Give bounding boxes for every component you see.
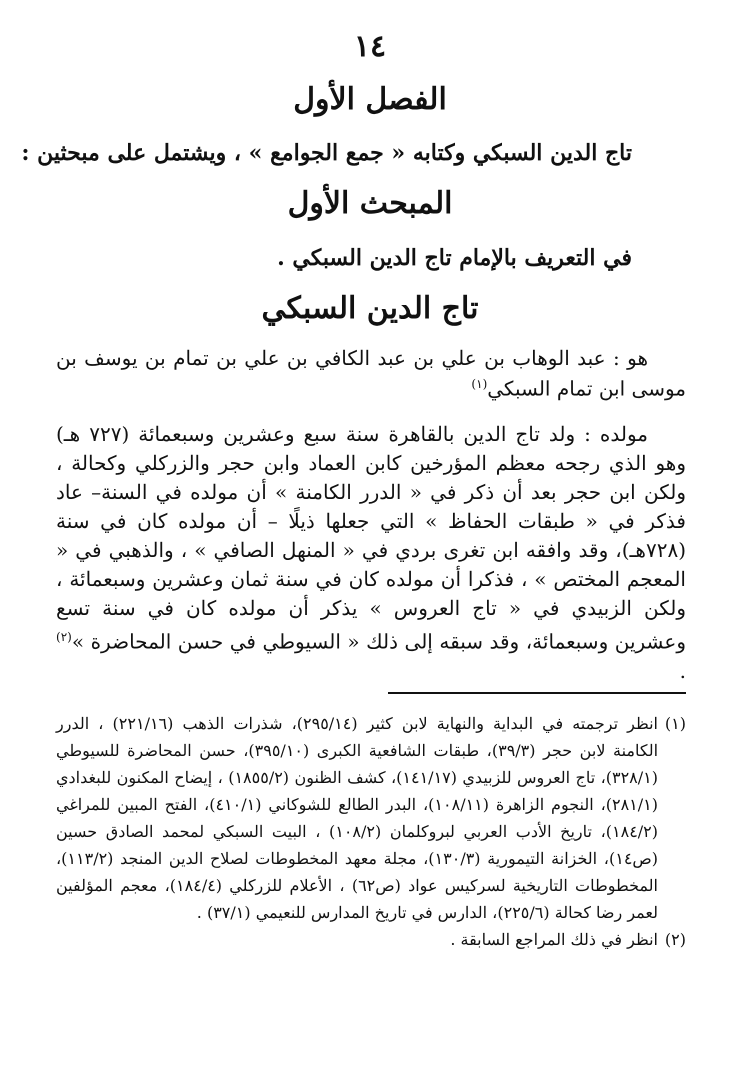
section-title: المبحث الأول (287, 186, 453, 221)
footnotes (56, 710, 686, 953)
chapter-title: الفصل الأول (293, 82, 447, 117)
paragraph-birth-text: مولده : ولد تاج الدين بالقاهرة سنة سبع وعشرين وسبعمائة (٧٢٧ هـ) وهو الذي رجحه معظم المؤرخين كابن العماد وابن حجر والزركلي وكحالة ، ولكن ابن حجر بعد أن ذكر في « الدرر الكامنة » أن مولده في السنة– عاد فذكر في « طبقات الحفاظ » التي جعلها ذيلًا – أن مولده كان في سنة (٧٢٨هـ)، وقد وافقه ابن تغرى بردي في « المنهل الصافي » ، والذهبي في « المعجم المختص » ، فذكرا أن مولده كان في سنة ثمان وعشرين وسبعمائة ، ولكن الزبيدي في « تاج العروس » يذكر أن مولده كان في سنة تسع وعشرين وسبعمائة، وقد سبقه إلى ذلك « السيوطي في حسن المحاضرة » (56, 422, 686, 654)
footnote-ref-1[interactable]: (١) (471, 377, 488, 391)
paragraph-name (56, 345, 686, 402)
paragraph-name-text: هو : عبد الوهاب بن علي بن عبد الكافي بن علي بن تمام بن يوسف بن موسى ابن تمام السبكي (56, 346, 686, 401)
footnote-mark: (٢) (664, 930, 686, 949)
footnote-2 (56, 926, 686, 953)
footnote-ref-2[interactable]: (٢) (56, 630, 72, 644)
page-number: ١٤ (353, 29, 387, 64)
footnote-1 (56, 710, 686, 926)
section-subtitle: في التعريف بالإمام تاج الدين السبكي . (277, 245, 632, 271)
paragraph-birth (56, 420, 686, 686)
footnote-text: انظر ترجمته في البداية والنهاية لابن كثير (٢٩٥/١٤)، شذرات الذهب (٢٢١/١٦) ، الدرر الكامنة لابن حجر (٣٩/٣)، طبقات الشافعية الكبرى (٣٩٥/١٠)، حسن المحاضرة للسيوطي (٣٢٨/١)، تاج العروس للزبيدي (١٤١/١٧)، كشف الظنون (١٨٥٥/٢) ، إيضاح المكنون للبغدادي (٢٨١/١)، النجوم الزاهرة (١٠٨/١١)، البدر الطالع للشوكاني (٤١٠/١)، الفتح المبين للمراغي (١٨٤/٢)، تاريخ الأدب العربي لبروكلمان (١٠٨/٢) ، البيت السبكي لمحمد الصادق حسين (ص١٤)، الخزانة التيمورية (١٣٠/٣)، مجلة معهد المخطوطات لصلاح الدين المنجد (١١٣/٢)، المخطوطات التاريخية لسركيس عواد (ص٦٢) ، الأعلام للزركلي (١٨٤/٤)، معجم المؤلفين لعمر رضا كحالة (٢٢٥/٦)، الدارس في تاريخ المدارس للنعيمي (٣٧/١) . (56, 714, 659, 922)
footnote-mark: (١) (664, 714, 686, 733)
chapter-intro: تاج الدين السبكي وكتابه « جمع الجوامع » ، ويشتمل على مبحثين : (21, 140, 632, 166)
footnote-divider (388, 692, 686, 694)
person-heading: تاج الدين السبكي (261, 291, 479, 326)
paragraph-birth-end: . (679, 658, 686, 683)
footnote-text: انظر في ذلك المراجع السابقة . (450, 930, 658, 949)
